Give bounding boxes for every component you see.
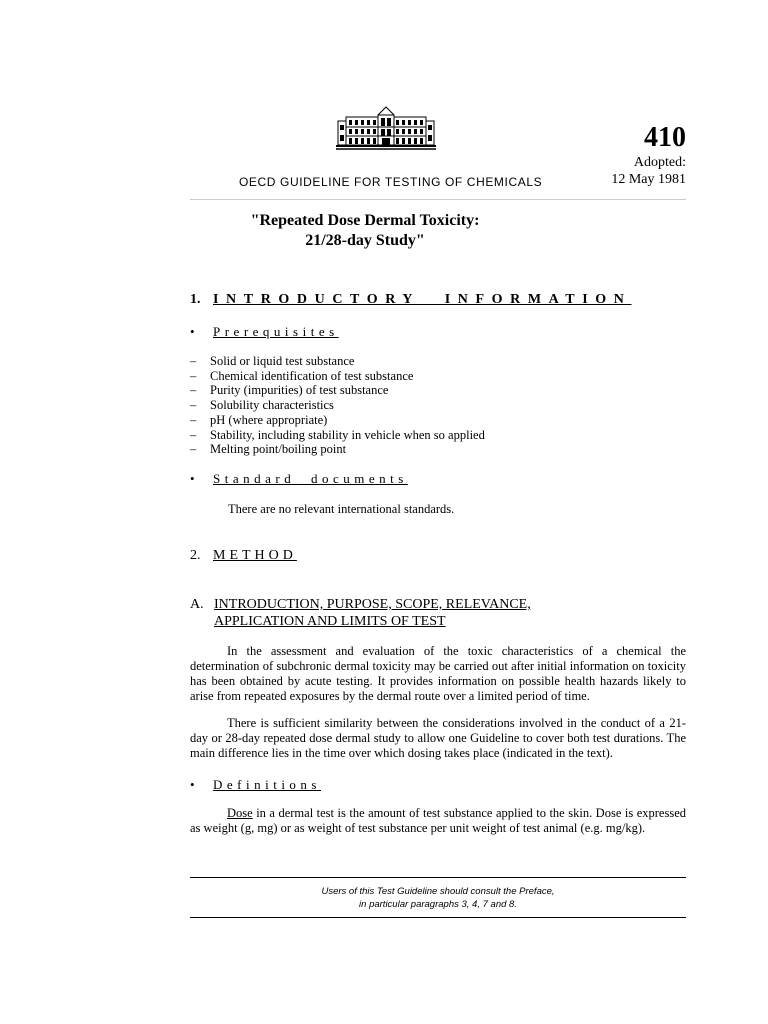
section-1-title: INTRODUCTORY INFORMATION bbox=[213, 292, 632, 307]
footer-note bbox=[190, 885, 686, 911]
list-item: – Purity (impurities) of test substance bbox=[190, 383, 485, 398]
subsection-a-letter: A. bbox=[190, 597, 204, 612]
standard-documents-text: There are no relevant international standards. bbox=[228, 502, 455, 516]
prerequisites-list bbox=[190, 354, 485, 457]
standard-documents-heading bbox=[190, 471, 408, 487]
list-item: – pH (where appropriate) bbox=[190, 413, 485, 428]
prerequisites-title: Prerequisites bbox=[213, 324, 339, 339]
paragraph-text bbox=[190, 806, 686, 836]
oecd-chateau-logo-icon bbox=[336, 103, 436, 151]
definition-text: in a dermal test is the amount of test substance applied to the skin. Dose is expressed as weight (g, mg) or as weight of test substance per unit weight of test animal (e.g. mg/kg). bbox=[190, 806, 686, 835]
definition-dose bbox=[190, 806, 686, 836]
list-item: – Solubility characteristics bbox=[190, 398, 485, 413]
bullet-icon: • bbox=[190, 777, 195, 792]
guideline-number: 410 bbox=[644, 122, 686, 153]
header-divider bbox=[190, 199, 686, 200]
bullet-icon: • bbox=[190, 324, 195, 339]
list-item: – Solid or liquid test substance bbox=[190, 354, 485, 369]
document-title-line2: 21/28-day Study" bbox=[305, 232, 425, 249]
footer-rule-top bbox=[190, 877, 686, 878]
adopted-label: Adopted: bbox=[633, 155, 686, 170]
bullet-icon: • bbox=[190, 471, 195, 486]
list-item: – Chemical identification of test substance bbox=[190, 369, 485, 384]
section-1-heading bbox=[190, 292, 632, 308]
footer-rule-bottom bbox=[190, 917, 686, 918]
list-item: – Stability, including stability in vehicle when so applied bbox=[190, 428, 485, 443]
footer-line1: Users of this Test Guideline should consult the Preface, bbox=[321, 886, 555, 897]
definitions-title: Definitions bbox=[213, 777, 321, 792]
subsection-a-title: INTRODUCTION, PURPOSE, SCOPE, RELEVANCE, APPLICATION AND LIMITS OF TEST bbox=[214, 597, 531, 629]
section-2-title: METHOD bbox=[213, 548, 297, 563]
section-2-heading bbox=[190, 548, 297, 564]
footer-line2: in particular paragraphs 3, 4, 7 and 8. bbox=[359, 899, 517, 910]
definitions-heading bbox=[190, 777, 321, 793]
subsection-a-heading bbox=[190, 596, 594, 630]
adopted-date: 12 May 1981 bbox=[611, 172, 686, 187]
paragraph-text: In the assessment and evaluation of the toxic characteristics of a chemical the determination of subchronic dermal toxicity may be carried out after initial information on toxicity has been obtained by acute testing. It provides information on possible health hazards likely to arise from repeated exposures by the dermal route over a limited period of time. bbox=[190, 644, 686, 703]
section-2-number: 2. bbox=[190, 548, 201, 563]
document-title-line1: "Repeated Dose Dermal Toxicity: bbox=[250, 212, 480, 229]
prerequisites-heading bbox=[190, 324, 339, 340]
list-item: – Melting point/boiling point bbox=[190, 442, 485, 457]
standard-documents-title: Standard documents bbox=[213, 471, 408, 486]
intro-paragraph-1 bbox=[190, 644, 686, 704]
series-title: OECD GUIDELINE FOR TESTING OF CHEMICALS bbox=[239, 175, 543, 189]
intro-paragraph-2 bbox=[190, 716, 686, 761]
document-title bbox=[190, 211, 540, 251]
definition-term: Dose bbox=[227, 806, 253, 820]
paragraph-text: There is sufficient similarity between the considerations involved in the conduct of a 21-day or 28-day repeated dose dermal study to allow one Guideline to cover both test durations. The main difference lies in the time over which dosing takes place (indicated in the text). bbox=[190, 716, 686, 760]
section-1-number: 1. bbox=[190, 292, 201, 307]
